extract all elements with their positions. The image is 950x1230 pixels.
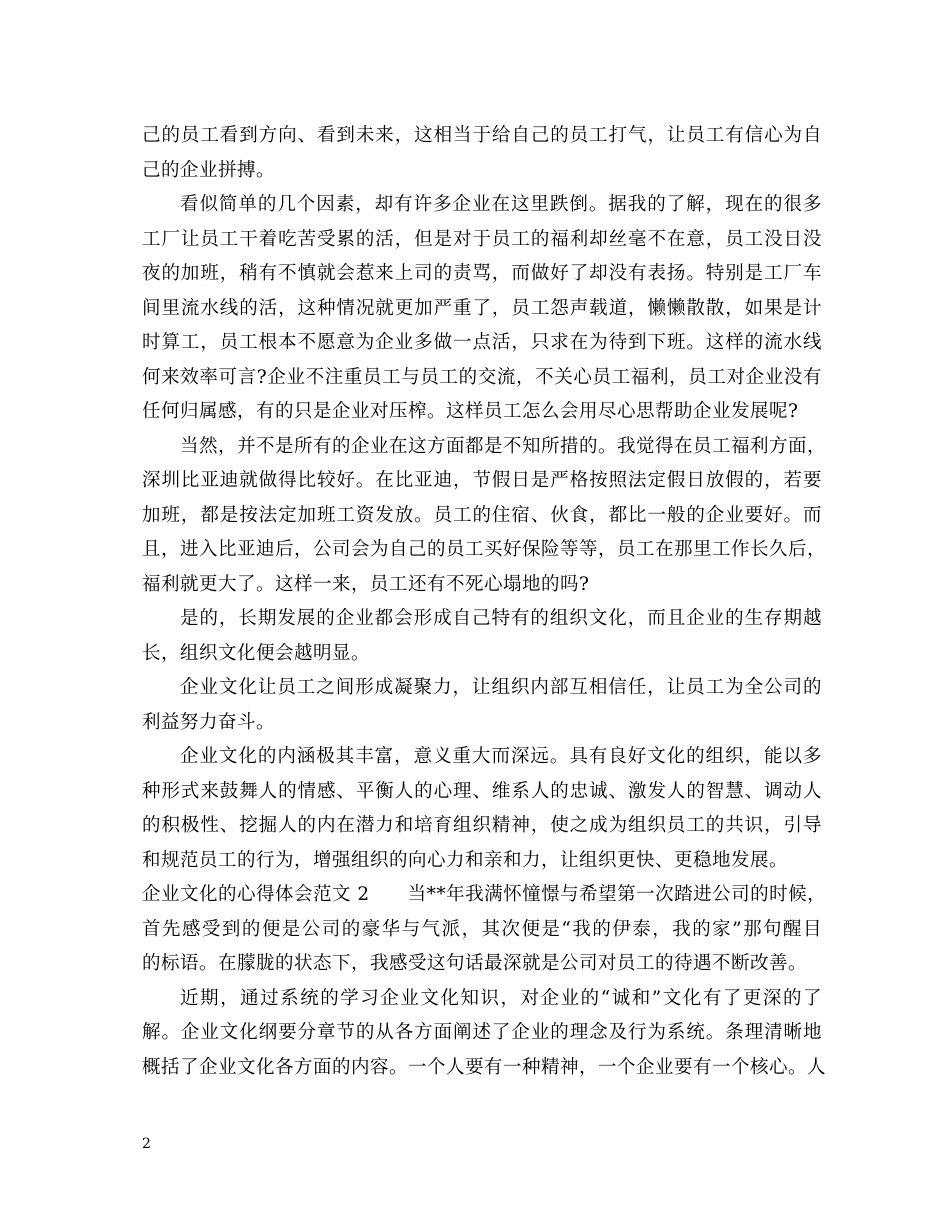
body-text-line: 工厂让员工干着吃苦受累的活，但是对于员工的福利却丝毫不在意，员工没日没 <box>142 229 822 250</box>
body-text-line: 己的员工看到方向、看到未来，这相当于给自己的员工打气，让员工有信心为自 <box>142 125 822 146</box>
body-text-line: 看似简单的几个因素，却有许多企业在这里跌倒。据我的了解，现在的很多 <box>180 194 822 215</box>
body-text-line: 间里流水线的活，这种情况就更加严重了，员工怨声载道，懒懒散散，如果是计 <box>142 298 822 319</box>
body-text-line: 近期，通过系统的学习企业文化知识，对企业的“诚和”文化有了更深的了 <box>180 988 822 1009</box>
body-text-line: 时算工，员工根本不愿意为企业多做一点活，只求在为待到下班。这样的流水线 <box>142 332 822 353</box>
body-text-line: 的标语。在朦胧的状态下，我感受这句话最深就是公司对员工的待遇不断改善。 <box>142 953 808 974</box>
body-text-line: 首先感受到的便是公司的豪华与气派，其次便是“我的伊泰，我的家”那句醒目 <box>142 919 822 940</box>
body-text-line: 的积极性、挖掘人的内在潜力和培育组织精神，使之成为组织员工的共识，引导 <box>142 815 822 836</box>
page-number: 2 <box>142 1136 151 1152</box>
body-text-line: 且，进入比亚迪后，公司会为自己的员工买好保险等等，员工在那里工作长久后， <box>142 539 827 560</box>
body-text-line: 深圳比亚迪就做得比较好。在比亚迪，节假日是严格按照法定假日放假的，若要 <box>142 470 822 491</box>
body-text-line: 当然，并不是所有的企业在这方面都是不知所措的。我觉得在员工福利方面， <box>180 436 827 457</box>
body-text-line: 企业文化的内涵极其丰富，意义重大而深远。具有良好文化的组织，能以多 <box>180 746 822 767</box>
body-text-line: 利益努力奋斗。 <box>142 712 276 733</box>
body-text-line: 何来效率可言?企业不注重员工与员工的交流，不关心员工福利，员工对企业没有 <box>142 367 822 388</box>
body-text-line: 概括了企业文化各方面的内容。一个人要有一种精神，一个企业要有一个核心。人 <box>142 1057 827 1078</box>
body-text-line: 任何归属感，有的只是企业对压榨。这样员工怎么会用尽心思帮助企业发展呢? <box>142 401 799 422</box>
body-text-line: 企业文化让员工之间形成凝聚力，让组织内部互相信任，让员工为全公司的 <box>180 677 822 698</box>
body-text-line: 己的企业拼搏。 <box>142 160 276 181</box>
body-text-line: 福利就更大了。这样一来，员工还有不死心塌地的吗? <box>142 574 590 595</box>
body-text-line: 和规范员工的行为，增强组织的向心力和亲和力，让组织更快、更稳地发展。 <box>142 850 789 871</box>
body-text-line: 夜的加班，稍有不慎就会惹来上司的责骂，而做好了却没有表扬。特别是工厂车 <box>142 263 822 284</box>
body-text-line: 长，组织文化便会越明显。 <box>142 643 371 664</box>
body-text-line: 种形式来鼓舞人的情感、平衡人的心理、维系人的忠诚、激发人的智慧、调动人 <box>142 781 822 802</box>
body-text-line: 解。企业文化纲要分章节的从各方面阐述了企业的理念及行为系统。条理清晰地 <box>142 1022 822 1043</box>
body-text-line: 企业文化的心得体会范文 2 当**年我满怀憧憬与希望第一次踏进公司的时候， <box>142 884 827 905</box>
body-text-line: 是的，长期发展的企业都会形成自己特有的组织文化，而且企业的生存期越 <box>180 608 822 629</box>
body-text-line: 加班，都是按法定加班工资发放。员工的住宿、伙食，都比一般的企业要好。而 <box>142 505 822 526</box>
